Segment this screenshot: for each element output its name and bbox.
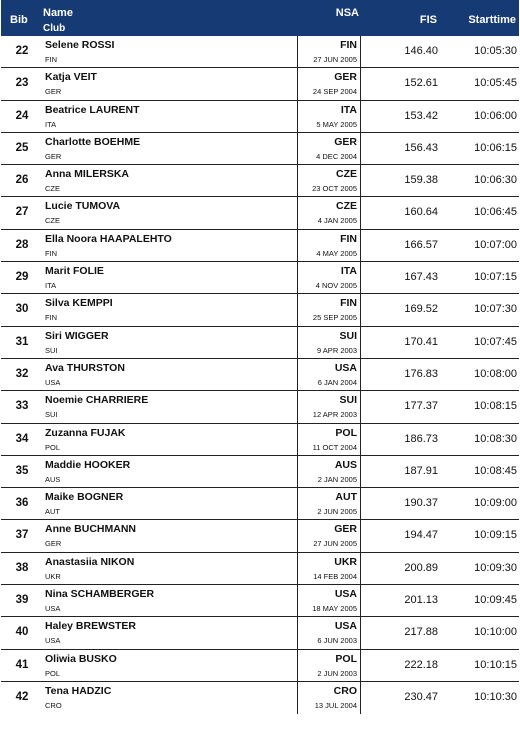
athlete-club: CRO	[45, 700, 62, 710]
birth-date: 2 JUN 2005	[317, 507, 357, 517]
nsa-code: GER	[334, 71, 357, 84]
athlete-name: Noemie CHARRIERE	[45, 394, 149, 407]
table-row	[1, 424, 519, 456]
bib-number: 33	[15, 400, 29, 413]
bib-number: 27	[15, 206, 29, 219]
bib-number: 29	[15, 271, 29, 284]
bib-number: 32	[15, 367, 29, 380]
birth-date: 18 MAY 2005	[312, 604, 357, 614]
birth-date: 13 JUL 2004	[314, 700, 357, 710]
athlete-club: USA	[45, 636, 61, 646]
nsa-code: POL	[335, 652, 357, 665]
bib-number: 23	[15, 77, 29, 90]
nsa-cell	[297, 650, 361, 681]
bib-number: 34	[15, 432, 29, 445]
birth-date: 9 APR 2003	[316, 345, 357, 355]
athlete-club: CZE	[45, 184, 60, 194]
table-row	[1, 133, 519, 165]
start-time: 10:08:45	[474, 464, 517, 477]
nsa-cell	[297, 391, 361, 422]
table-row	[1, 230, 519, 262]
athlete-club: FIN	[45, 313, 58, 323]
nsa-cell	[297, 488, 361, 519]
bib-number: 36	[15, 497, 29, 510]
fis-points: 176.83	[404, 367, 438, 380]
nsa-cell	[297, 617, 361, 648]
table-row	[1, 68, 519, 100]
birth-date: 2 JUN 2003	[317, 668, 357, 678]
athlete-name: Siri WIGGER	[45, 329, 109, 342]
athlete-name: Katja VEIT	[45, 71, 97, 84]
bib-number: 25	[15, 141, 29, 154]
table-row	[1, 36, 519, 68]
nsa-code: USA	[334, 620, 357, 633]
start-time: 10:06:30	[474, 174, 517, 187]
table-row	[1, 520, 519, 552]
fis-points: 160.64	[404, 206, 438, 219]
athlete-club: GER	[45, 151, 62, 161]
start-time: 10:09:30	[474, 561, 517, 574]
start-list-table	[1, 0, 519, 714]
fis-points: 166.57	[404, 238, 438, 251]
start-time: 10:08:15	[474, 400, 517, 413]
table-row	[1, 650, 519, 682]
nsa-code: FIN	[340, 39, 357, 51]
table-header	[1, 0, 519, 36]
start-time: 10:10:00	[474, 626, 517, 639]
birth-date: 4 MAY 2005	[316, 248, 357, 258]
bib-number: 30	[15, 303, 29, 316]
table-row	[1, 553, 519, 585]
table-row	[1, 682, 519, 714]
fis-points: 159.38	[404, 174, 438, 187]
birth-date: 27 JUN 2005	[313, 55, 357, 64]
nsa-cell	[297, 424, 361, 455]
fis-points: 187.91	[404, 464, 438, 477]
bib-number: 40	[15, 626, 29, 639]
athlete-name: Anne BUCHMANN	[45, 523, 136, 536]
nsa-cell	[297, 327, 361, 358]
bib-number: 42	[15, 690, 29, 703]
start-time: 10:05:45	[474, 77, 517, 90]
nsa-code: ITA	[340, 103, 357, 116]
athlete-name: Haley BREWSTER	[45, 620, 137, 633]
start-time: 10:07:30	[474, 303, 517, 316]
header-bib: Bib	[10, 14, 28, 26]
fis-points: 167.43	[404, 271, 438, 284]
table-row	[1, 488, 519, 520]
fis-points: 190.37	[404, 497, 438, 510]
start-time: 10:10:30	[474, 690, 517, 703]
athlete-name: Ella Noora HAAPALEHTO	[45, 232, 172, 245]
athlete-name: Tena HADZIC	[45, 684, 112, 697]
nsa-code: AUT	[335, 491, 357, 504]
athlete-club: GER	[45, 539, 62, 549]
fis-points: 156.43	[404, 141, 438, 154]
start-time: 10:06:45	[474, 206, 517, 219]
nsa-code: CZE	[336, 168, 357, 181]
athlete-club: USA	[45, 604, 61, 614]
header-fis: FIS	[419, 14, 437, 26]
table-row	[1, 359, 519, 391]
nsa-cell	[297, 68, 361, 99]
athlete-club: SUI	[45, 345, 58, 355]
table-row	[1, 101, 519, 133]
nsa-code: ITA	[340, 265, 357, 278]
athlete-name: Maike BOGNER	[45, 491, 124, 504]
start-time: 10:09:00	[474, 497, 517, 510]
table-row	[1, 262, 519, 294]
athlete-club: SUI	[45, 410, 58, 420]
athlete-name: Anna MILERSKA	[45, 168, 129, 181]
fis-points: 186.73	[404, 432, 438, 445]
fis-points: 170.41	[404, 335, 438, 348]
bib-number: 38	[15, 561, 29, 574]
athlete-name: Selene ROSSI	[45, 39, 115, 51]
nsa-cell	[297, 230, 361, 261]
athlete-name: Silva KEMPPI	[45, 297, 113, 310]
nsa-cell	[297, 36, 361, 67]
birth-date: 23 OCT 2005	[312, 184, 357, 194]
athlete-name: Ava THURSTON	[45, 361, 125, 374]
athlete-club: POL	[45, 668, 61, 678]
athlete-name: Anastasiia NIKON	[45, 555, 135, 568]
athlete-name: Lucie TUMOVA	[45, 200, 121, 213]
athlete-name: Oliwia BUSKO	[45, 652, 117, 665]
birth-date: 4 NOV 2005	[315, 281, 357, 291]
header-club: Club	[43, 23, 66, 34]
fis-points: 222.18	[404, 658, 438, 671]
nsa-cell	[297, 133, 361, 164]
table-row	[1, 197, 519, 229]
nsa-code: SUI	[339, 329, 357, 342]
birth-date: 14 FEB 2004	[313, 571, 357, 581]
start-time: 10:08:00	[474, 367, 517, 380]
athlete-club: FIN	[45, 248, 58, 258]
bib-number: 24	[15, 109, 29, 122]
nsa-cell	[297, 101, 361, 132]
athlete-club: UKR	[45, 571, 61, 581]
nsa-code: POL	[335, 426, 357, 439]
athlete-name: Charlotte BOEHME	[45, 135, 141, 148]
nsa-cell	[297, 456, 361, 487]
start-time: 10:09:45	[474, 594, 517, 607]
start-time: 10:06:00	[474, 109, 517, 122]
athlete-club: ITA	[45, 281, 57, 291]
header-name: Name	[43, 7, 73, 19]
start-time: 10:05:30	[474, 45, 517, 57]
bib-number: 26	[15, 174, 29, 187]
header-starttime: Starttime	[468, 14, 516, 26]
fis-points: 153.42	[404, 109, 438, 122]
nsa-code: FIN	[340, 232, 357, 245]
start-time: 10:09:15	[474, 529, 517, 542]
fis-points: 200.89	[404, 561, 438, 574]
nsa-cell	[297, 294, 361, 325]
birth-date: 25 SEP 2005	[312, 313, 357, 323]
birth-date: 24 SEP 2004	[312, 87, 357, 97]
athlete-club: ITA	[45, 119, 57, 129]
athlete-club: FIN	[45, 55, 58, 64]
fis-points: 201.13	[404, 594, 438, 607]
table-row	[1, 585, 519, 617]
nsa-code: UKR	[334, 555, 357, 568]
nsa-cell	[297, 359, 361, 390]
bib-number: 37	[15, 529, 29, 542]
fis-points: 230.47	[404, 690, 438, 703]
athlete-club: POL	[45, 442, 61, 452]
nsa-cell	[297, 585, 361, 616]
bib-number: 22	[15, 45, 29, 57]
bib-number: 39	[15, 594, 29, 607]
athlete-name: Maddie HOOKER	[45, 458, 131, 471]
header-nsa: NSA	[335, 7, 359, 19]
start-time: 10:07:15	[474, 271, 517, 284]
nsa-code: GER	[334, 135, 357, 148]
table-row	[1, 617, 519, 649]
nsa-code: CZE	[336, 200, 357, 213]
start-time: 10:07:00	[474, 238, 517, 251]
bib-number: 28	[15, 238, 29, 251]
nsa-code: SUI	[339, 394, 357, 407]
nsa-cell	[297, 553, 361, 584]
athlete-club: CZE	[45, 216, 60, 226]
nsa-cell	[297, 520, 361, 551]
athlete-club: USA	[45, 377, 61, 387]
table-row	[1, 327, 519, 359]
birth-date: 6 JAN 2004	[317, 377, 357, 387]
bib-number: 41	[15, 658, 29, 671]
nsa-code: USA	[334, 588, 357, 601]
nsa-code: GER	[334, 523, 357, 536]
birth-date: 12 APR 2003	[312, 410, 357, 420]
athlete-name: Nina SCHAMBERGER	[45, 588, 155, 601]
birth-date: 27 JUN 2005	[313, 539, 357, 549]
start-time: 10:08:30	[474, 432, 517, 445]
fis-points: 217.88	[404, 626, 438, 639]
nsa-code: FIN	[340, 297, 357, 310]
athlete-club: GER	[45, 87, 62, 97]
nsa-cell	[297, 197, 361, 228]
nsa-cell	[297, 682, 361, 714]
athlete-name: Zuzanna FUJAK	[45, 426, 126, 439]
athlete-name: Marit FOLIE	[45, 265, 104, 278]
nsa-cell	[297, 262, 361, 293]
fis-points: 169.52	[404, 303, 438, 316]
start-time: 10:10:15	[474, 658, 517, 671]
birth-date: 5 MAY 2005	[316, 119, 357, 129]
bib-number: 35	[15, 464, 29, 477]
table-row	[1, 456, 519, 488]
nsa-code: AUS	[334, 458, 357, 471]
table-row	[1, 294, 519, 326]
birth-date: 4 JAN 2005	[317, 216, 357, 226]
birth-date: 4 DEC 2004	[316, 151, 357, 161]
nsa-code: CRO	[333, 684, 357, 697]
fis-points: 194.47	[404, 529, 438, 542]
start-time: 10:07:45	[474, 335, 517, 348]
table-row	[1, 391, 519, 423]
athlete-club: AUS	[45, 474, 61, 484]
start-time: 10:06:15	[474, 141, 517, 154]
fis-points: 177.37	[404, 400, 438, 413]
birth-date: 6 JUN 2003	[317, 636, 357, 646]
table-row	[1, 165, 519, 197]
fis-points: 152.61	[404, 77, 438, 90]
nsa-code: USA	[334, 361, 357, 374]
birth-date: 2 JAN 2005	[317, 474, 357, 484]
birth-date: 11 OCT 2004	[312, 442, 357, 452]
bib-number: 31	[15, 335, 29, 348]
athlete-club: AUT	[45, 507, 60, 517]
table-body	[1, 36, 519, 714]
athlete-name: Beatrice LAURENT	[45, 103, 140, 116]
nsa-cell	[297, 165, 361, 196]
fis-points: 146.40	[404, 45, 438, 57]
